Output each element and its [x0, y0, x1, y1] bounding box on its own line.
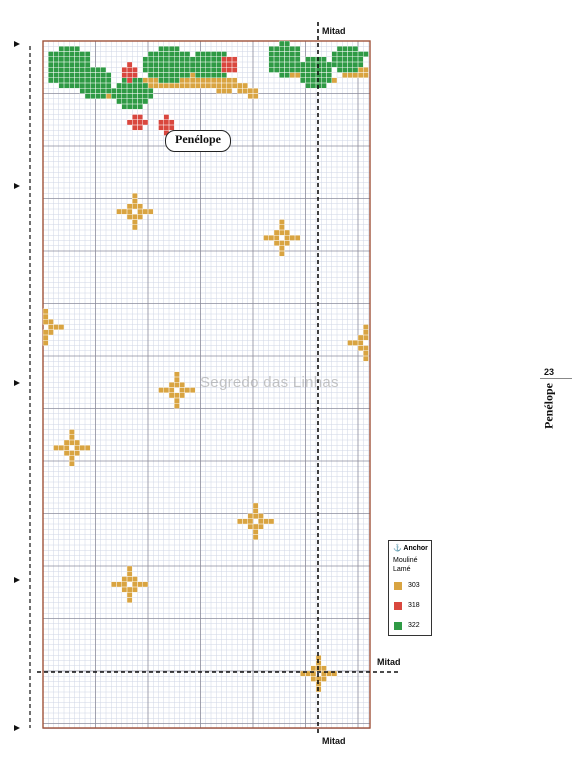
thread-legend: [388, 540, 432, 636]
row-markers: [14, 41, 20, 731]
legend-code-318: 318: [408, 602, 420, 609]
legend-brand: ⚓ Anchor: [393, 545, 428, 552]
holly-leaf-6: [269, 41, 301, 78]
legend-code-303: 303: [408, 582, 420, 589]
mitad-label-right: Mitad: [377, 657, 401, 667]
row-marker-4: [14, 577, 20, 583]
swatch-322: [394, 622, 402, 630]
page-rule: [540, 378, 572, 379]
legend-code-322: 322: [408, 622, 420, 629]
mitad-label-top: Mitad: [322, 26, 346, 36]
mitad-label-bottom: Mitad: [322, 736, 346, 746]
legend-line-2: Lamé: [393, 566, 411, 573]
brand-badge-text: Penélope: [175, 132, 221, 146]
side-brand: [532, 383, 566, 429]
watermark: Segredo das Linhas: [200, 374, 339, 391]
swatch-318: [394, 602, 402, 610]
legend-line-1: Mouliné: [393, 557, 418, 564]
page-number: 23: [544, 367, 555, 377]
holly-leaf-9: [363, 52, 368, 57]
holly-leaf-4: [143, 46, 196, 83]
row-marker-3: [14, 380, 20, 386]
row-marker-5: [14, 725, 20, 731]
row-marker-2: [14, 183, 20, 189]
swatch-303: [394, 582, 402, 590]
berry-4: [222, 57, 238, 73]
side-brand-text: Penélope: [541, 383, 556, 429]
legend-brand-text: Anchor: [403, 545, 428, 552]
row-marker-1: [14, 41, 20, 47]
brand-badge: [165, 130, 231, 152]
